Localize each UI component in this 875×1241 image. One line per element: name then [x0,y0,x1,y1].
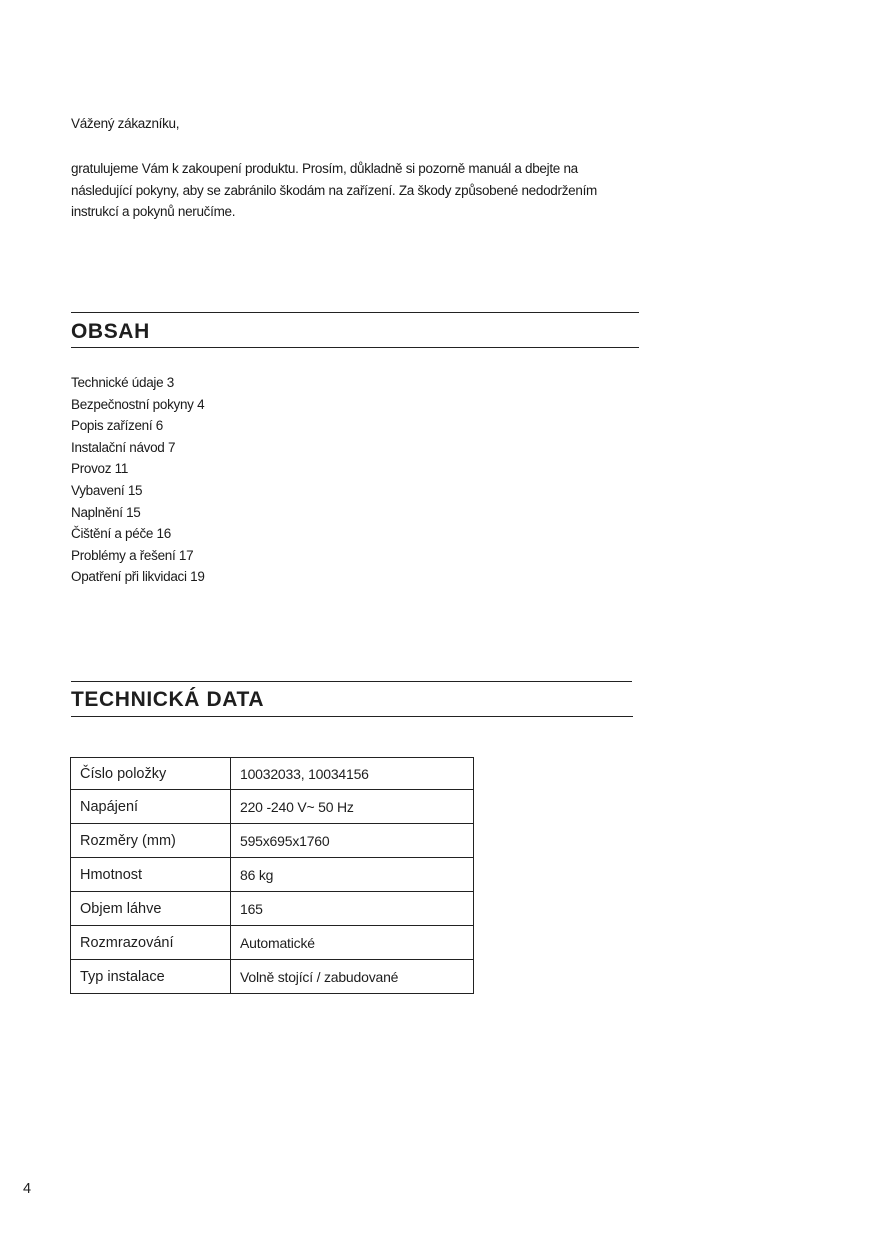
table-row [71,926,474,960]
spec-value: 10032033, 10034156 [231,758,474,790]
section-rule-top [71,681,632,682]
toc-item: Problémy a řešení 17 [71,547,194,563]
spec-label: Hmotnost [71,858,231,892]
spec-label: Číslo položky [71,758,231,790]
toc-item: Instalační návod 7 [71,439,176,455]
table-row [71,824,474,858]
spec-value: 595x695x1760 [231,824,474,858]
greeting: Vážený zákazníku, [71,116,180,131]
spec-value: 165 [231,892,474,926]
intro-line: instrukcí a pokynů neručíme. [71,204,236,219]
section-rule-top [71,312,639,313]
spec-label: Napájení [71,790,231,824]
table-row [71,790,474,824]
spec-value: Volně stojící / zabudované [231,960,474,994]
intro-paragraph [71,158,631,223]
spec-label: Typ instalace [71,960,231,994]
spec-label: Rozmrazování [71,926,231,960]
spec-value: Automatické [231,926,474,960]
toc-item: Opatření při likvidaci 19 [71,569,205,585]
table-row [71,892,474,926]
toc-item: Provoz 11 [71,461,129,477]
technical-data-table [70,757,474,994]
contents-heading: OBSAH [71,320,150,343]
technical-data-heading: TECHNICKÁ DATA [71,688,265,711]
table-of-contents [71,372,205,588]
toc-item: Čištění a péče 16 [71,526,171,542]
toc-item: Bezpečnostní pokyny 4 [71,396,205,412]
page-number: 4 [23,1181,32,1197]
toc-item: Naplnění 15 [71,504,141,520]
intro-line: gratulujeme Vám k zakoupení produktu. Prosím, důkladně si pozorně manuál a dbejte na [71,161,578,176]
table-row [71,960,474,994]
table-row [71,858,474,892]
section-rule-bottom [71,347,639,348]
table-row [71,758,474,790]
spec-label: Rozměry (mm) [71,824,231,858]
spec-label: Objem láhve [71,892,231,926]
spec-value: 220 -240 V~ 50 Hz [231,790,474,824]
section-rule-bottom [71,716,633,717]
toc-item: Popis zařízení 6 [71,418,164,434]
toc-item: Technické údaje 3 [71,375,174,390]
spec-value: 86 kg [231,858,474,892]
toc-item: Vybavení 15 [71,482,143,498]
intro-line: následující pokyny, aby se zabránilo škodám na zařízení. Za škody způsobené nedodržením [71,182,597,198]
